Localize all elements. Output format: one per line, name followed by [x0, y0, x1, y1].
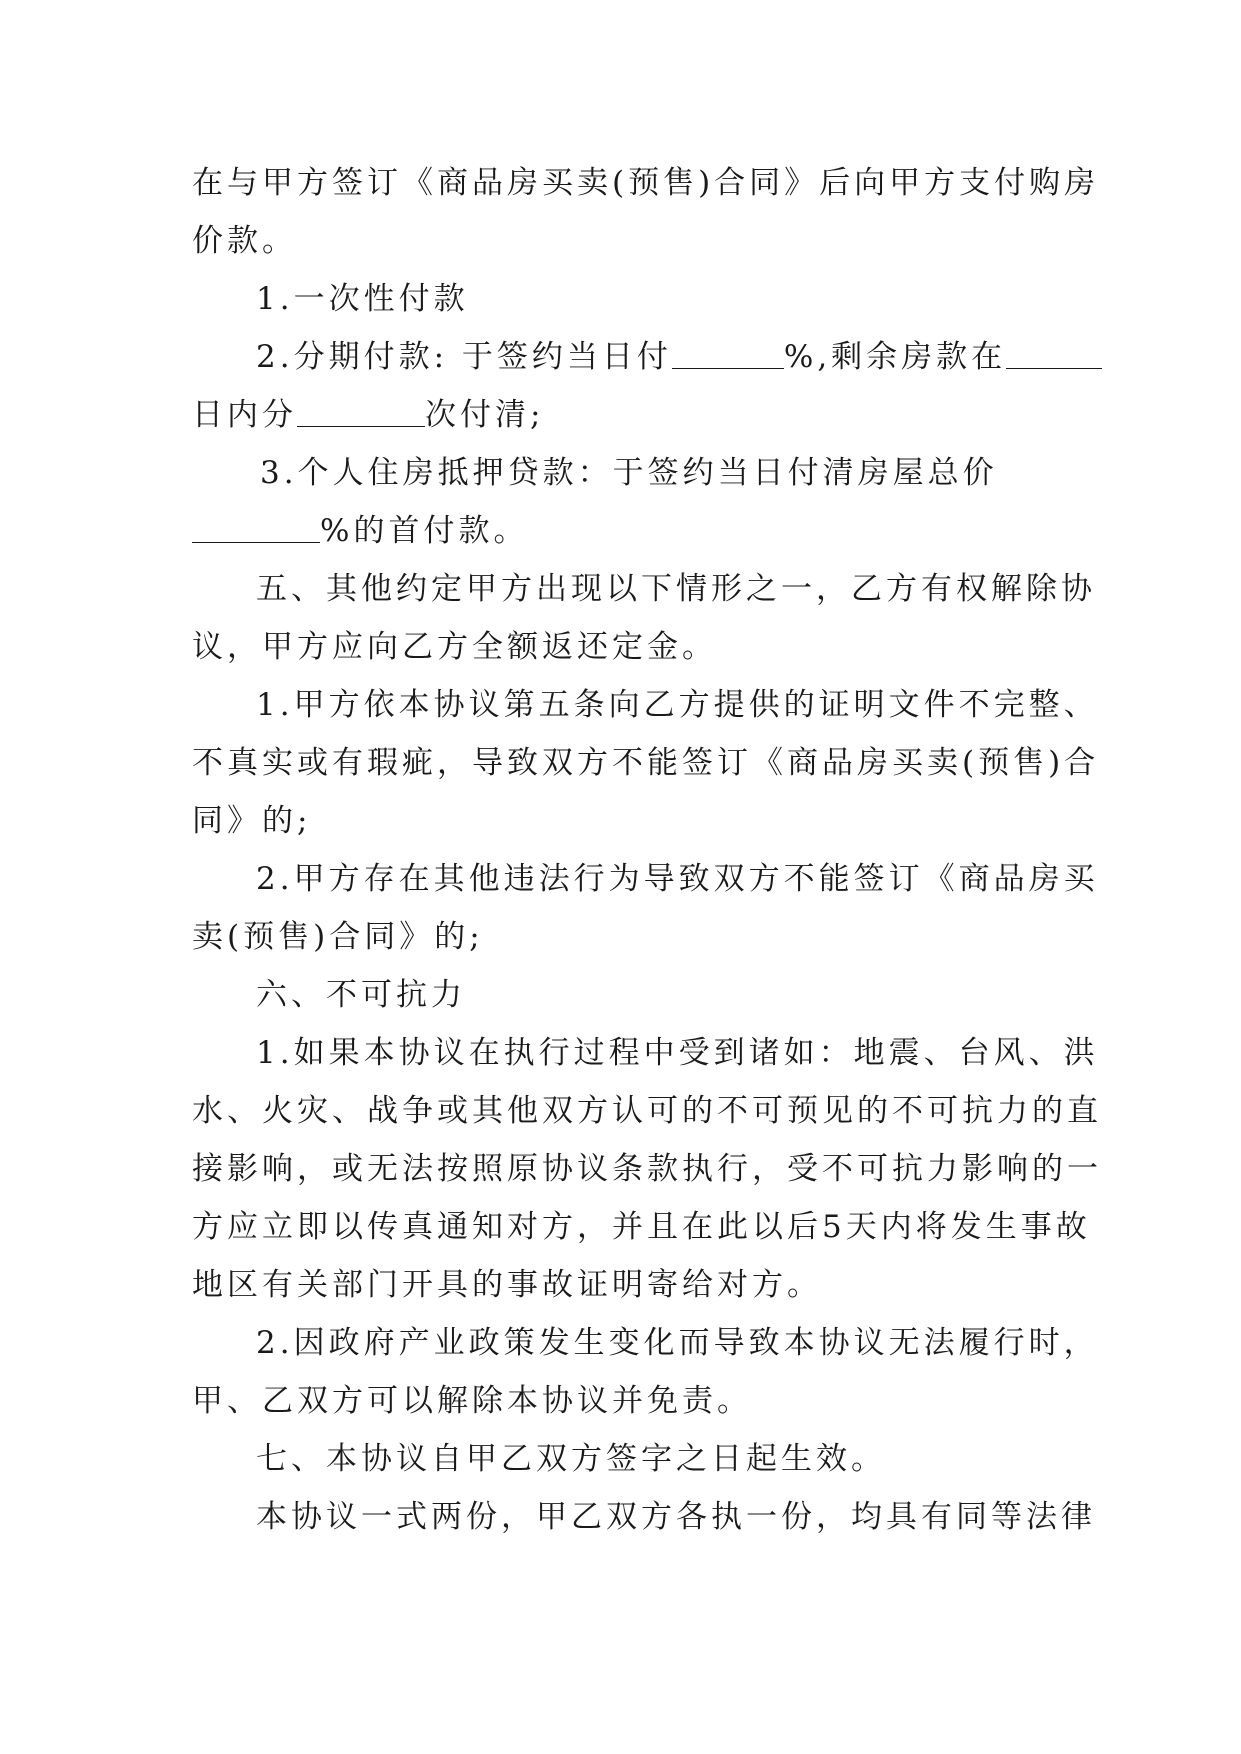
text-line: 1.如果本协议在执行过程中受到诸如：地震、台风、洪 [256, 1035, 1099, 1071]
text-line: 本协议一式两份，甲乙双方各执一份，均具有同等法律 [256, 1499, 1096, 1535]
paragraph-line [192, 908, 1062, 966]
paragraph-line [192, 734, 1100, 792]
paragraph-line [192, 444, 1062, 502]
text-line: 2.甲方存在其他违法行为导致双方不能签订《商品房买 [256, 861, 1099, 897]
paragraph-line [192, 1314, 1099, 1372]
text-line: 议，甲方应向乙方全额返还定金。 [192, 629, 717, 665]
text-line: 不真实或有瑕疵，导致双方不能签订《商品房买卖(预售)合 [192, 745, 1100, 781]
paragraph-line [192, 1082, 1102, 1140]
text-line: 地区有关部门开具的事故证明寄给对方。 [192, 1267, 822, 1303]
text-line: 在与甲方签订《商品房买卖(预售)合同》后向甲方支付购房 [192, 165, 1100, 201]
fill-blank[interactable] [672, 334, 784, 369]
text-line: 接影响，或无法按照原协议条款执行，受不可抗力影响的一 [192, 1151, 1102, 1187]
paragraph-line [192, 792, 1062, 850]
paragraph-line [192, 386, 1062, 444]
text-line: 价款。 [192, 223, 297, 259]
paragraph-line [192, 502, 1062, 560]
fill-blank[interactable] [1006, 334, 1102, 369]
text-line: 卖(预售)合同》的; [192, 919, 484, 955]
text-line: 七、本协议自甲乙双方签字之日起生效。 [256, 1441, 886, 1477]
paragraph-line [192, 1488, 1096, 1546]
text-line: %,剩余房款在 [783, 339, 1007, 375]
text-line: %的首付款。 [320, 513, 529, 549]
document-body [192, 154, 1102, 1546]
paragraph-line [192, 154, 1100, 212]
text-line: 方应立即以传真通知对方，并且在此以后5天内将发生事故 [192, 1209, 1091, 1245]
text-line: 同》的; [192, 803, 312, 839]
paragraph-line [192, 270, 1062, 328]
paragraph-line [192, 676, 1099, 734]
paragraph-line [192, 850, 1099, 908]
text-line: 次付清; [425, 397, 545, 433]
text-line: 日内分 [192, 397, 297, 433]
text-line: 六、不可抗力 [256, 977, 466, 1013]
section-heading [192, 966, 1062, 1024]
fill-blank[interactable] [297, 392, 425, 427]
paragraph-line [192, 560, 1096, 618]
paragraph-line [192, 212, 1062, 270]
text-line: 2.分期付款: 于签约当日付 [256, 339, 672, 375]
text-line: 3.个人住房抵押贷款：于签约当日付清房屋总价 [260, 455, 998, 491]
paragraph-line [192, 328, 1062, 386]
paragraph-line [192, 618, 1062, 676]
section-heading [192, 1430, 1062, 1488]
fill-blank[interactable] [192, 508, 320, 543]
paragraph-line [192, 1372, 1062, 1430]
text-line: 五、其他约定甲方出现以下情形之一，乙方有权解除协 [256, 571, 1096, 607]
text-line: 1.甲方依本协议第五条向乙方提供的证明文件不完整、 [256, 687, 1099, 723]
text-line: 水、火灾、战争或其他双方认可的不可预见的不可抗力的直 [192, 1093, 1102, 1129]
paragraph-line [192, 1256, 1062, 1314]
text-line: 甲、乙双方可以解除本协议并免责。 [192, 1383, 752, 1419]
text-line: 1.一次性付款 [256, 281, 469, 317]
paragraph-line [192, 1140, 1102, 1198]
text-line: 2.因政府产业政策发生变化而导致本协议无法履行时， [256, 1325, 1099, 1361]
paragraph-line [192, 1198, 1091, 1256]
paragraph-line [192, 1024, 1099, 1082]
